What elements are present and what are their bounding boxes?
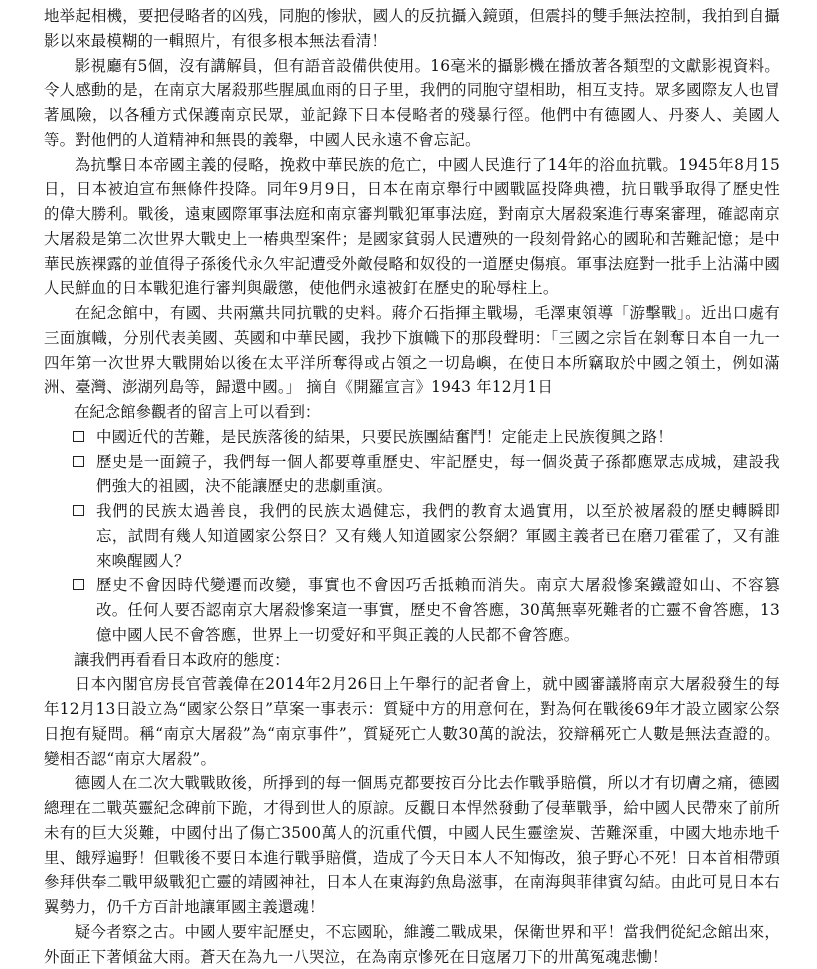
- list-item: [44, 450, 780, 500]
- list-item: [44, 425, 780, 450]
- paragraph-japan-statement: 日本內閣官房長官菅義偉在2014年2月26日上午舉行的記者會上，就中國審議將南京大屠殺發生的每年12月13日設立為“國家公祭日”草案一事表示：質疑中方的用意何在，對為何在戰後69年才設立國家公祭日抱有疑問。稱“南京大屠殺”為“南京事件”，質疑死亡人數30萬的說法，狡辯稱死亡人數是無法查證的。變相否認“南京大屠殺”。: [44, 675, 780, 768]
- paragraph-cairo-declaration: 在紀念館中，有國、共兩黨共同抗戰的史料。蔣介石指揮主戰場，毛澤東領導「游擊戰」。近出口處有三面旗幟，分別代表美國、英國和中華民國，我抄下旗幟下的那段聲明：「三國之宗旨在剝奪日本自一九一四年第一次世界大戰開始以後在太平洋所奪得或占領之一切島嶼，在使日本所竊取於中國之領土，例如滿洲、臺灣、澎湖列島等，歸還中國。」 摘自《開羅宣言》1943 年12月1日: [44, 304, 780, 397]
- document-page: [44, 4, 780, 969]
- checkbox-icon: [73, 505, 84, 516]
- visitor-message-text: 歷史不會因時代變遷而改變，事實也不會因巧舌抵賴而消失。南京大屠殺慘案鐵證如山、不容篡改。任何人要否認南京大屠殺慘案這一事實，歷史不會答應，30萬無辜死難者的亡靈不會答應，13億中國人民不會答應，世界上一切愛好和平與正義的人民都不會答應。: [96, 576, 780, 644]
- checkbox-icon: [73, 579, 84, 590]
- visitor-message-text: 中國近代的苦難，是民族落後的結果，只要民族團結奮鬥！定能走上民族復興之路！: [96, 427, 673, 446]
- visitor-messages-label: 在紀念館參觀者的留言上可以看到：: [74, 403, 321, 421]
- paragraph-film-hall: 影視廳有5個，沒有講解員，但有語音設備供使用。16毫米的攝影機在播放著各類型的文獻影視資料。令人感動的是，在南京大屠殺那些腥風血雨的日子里，我們的同胞守望相助，相互支持。眾多國際友人也冒著風險，以各種方式保護南京民眾，並記錄下日本侵略者的殘暴行徑。他們中有德國人、丹麥人、美國人等。對他們的人道精神和無畏的義舉，中國人民永遠不會忘記。: [44, 56, 780, 149]
- visitor-messages-list: [44, 425, 780, 648]
- checkbox-icon: [73, 431, 84, 442]
- list-item: [44, 499, 780, 573]
- paragraph-photography: 地举起相機，要把侵略者的凶残，同胞的惨狀，國人的反抗攝入鏡頭，但震抖的雙手無法控制，我拍到自攝影以來最模糊的一輯照片，有很多根本無法看清！: [44, 7, 780, 50]
- paragraph-germany-comparison: 德國人在二次大戰戰敗後，所掙到的每一個馬克都要按百分比去作戰爭賠償，所以才有切膚之痛，德國總理在二戰英靈紀念碑前下跪，才得到世人的原諒。反觀日本悍然發動了侵華戰爭，給中國人民帶來了前所未有的巨大災難，中國付出了傷亡3500萬人的沉重代價，中國人民生靈塗炭、苦難深重，中國大地赤地千里、餓殍遍野！但戰後不要日本進行戰爭賠償，造成了今天日本人不知悔改，狼子野心不死！日本首相帶頭參拜供奉二戰甲級戰犯亡靈的靖國神社，日本人在東海釣魚島滋事，在南海與菲律賓勾結。由此可見日本右翼勢力，仍千方百計地讓軍國主義還魂！: [44, 774, 780, 916]
- visitor-message-text: 歷史是一面鏡子，我們每一個人都要尊重歷史、牢記歷史，每一個炎黃子孫都應眾志成城，建設我們強大的祖國，決不能讓歷史的悲劇重演。: [96, 452, 780, 496]
- visitor-message-text: 我們的民族太過善良，我們的民族太過健忘，我們的教育太過實用，以至於被屠殺的歷史轉瞬即忘，試問有幾人知道國家公祭日？又有幾人知道國家公祭網？軍國主義者已在磨刀霍霍了，又有誰來喚醒國人？: [96, 502, 780, 570]
- japan-attitude-label: 讓我們再看看日本政府的態度：: [74, 650, 290, 669]
- list-item: [44, 573, 780, 647]
- paragraph-war-history: 為抗擊日本帝國主義的侵略，挽救中華民族的危亡，中國人民進行了14年的浴血抗戰。1945年8月15日，日本被迫宣布無條件投降。同年9月9日，日本在南京舉行中國戰區投降典禮，抗日戰爭取得了歷史性的偉大勝利。戰後，遠東國際軍事法庭和南京審判戰犯軍事法庭，對南京大屠殺案進行專案審理，確認南京大屠殺是第二次世界大戰史上一樁典型案件；是國家貧弱人民遭殃的一段刻骨銘心的國恥和苦難記憶；是中華民族裸露的並值得子孫後代永久牢記遭受外敵侵略和奴役的一道歷史傷痕。軍事法庭對一批手上沾滿中國人民鮮血的日本戰犯進行審判與嚴懲，使他們永遠被釘在歷史的恥辱柱上。: [44, 155, 780, 298]
- checkbox-icon: [73, 456, 84, 467]
- paragraph-conclusion: 疑今者察之古。中國人要牢記歷史，不忘國恥，維護二戰成果，保衛世界和平！當我們從紀念館出來，外面正下著傾盆大雨。蒼天在為九一八哭泣，在為南京慘死在日寇屠刀下的卅萬冤魂悲慟！: [44, 922, 780, 966]
